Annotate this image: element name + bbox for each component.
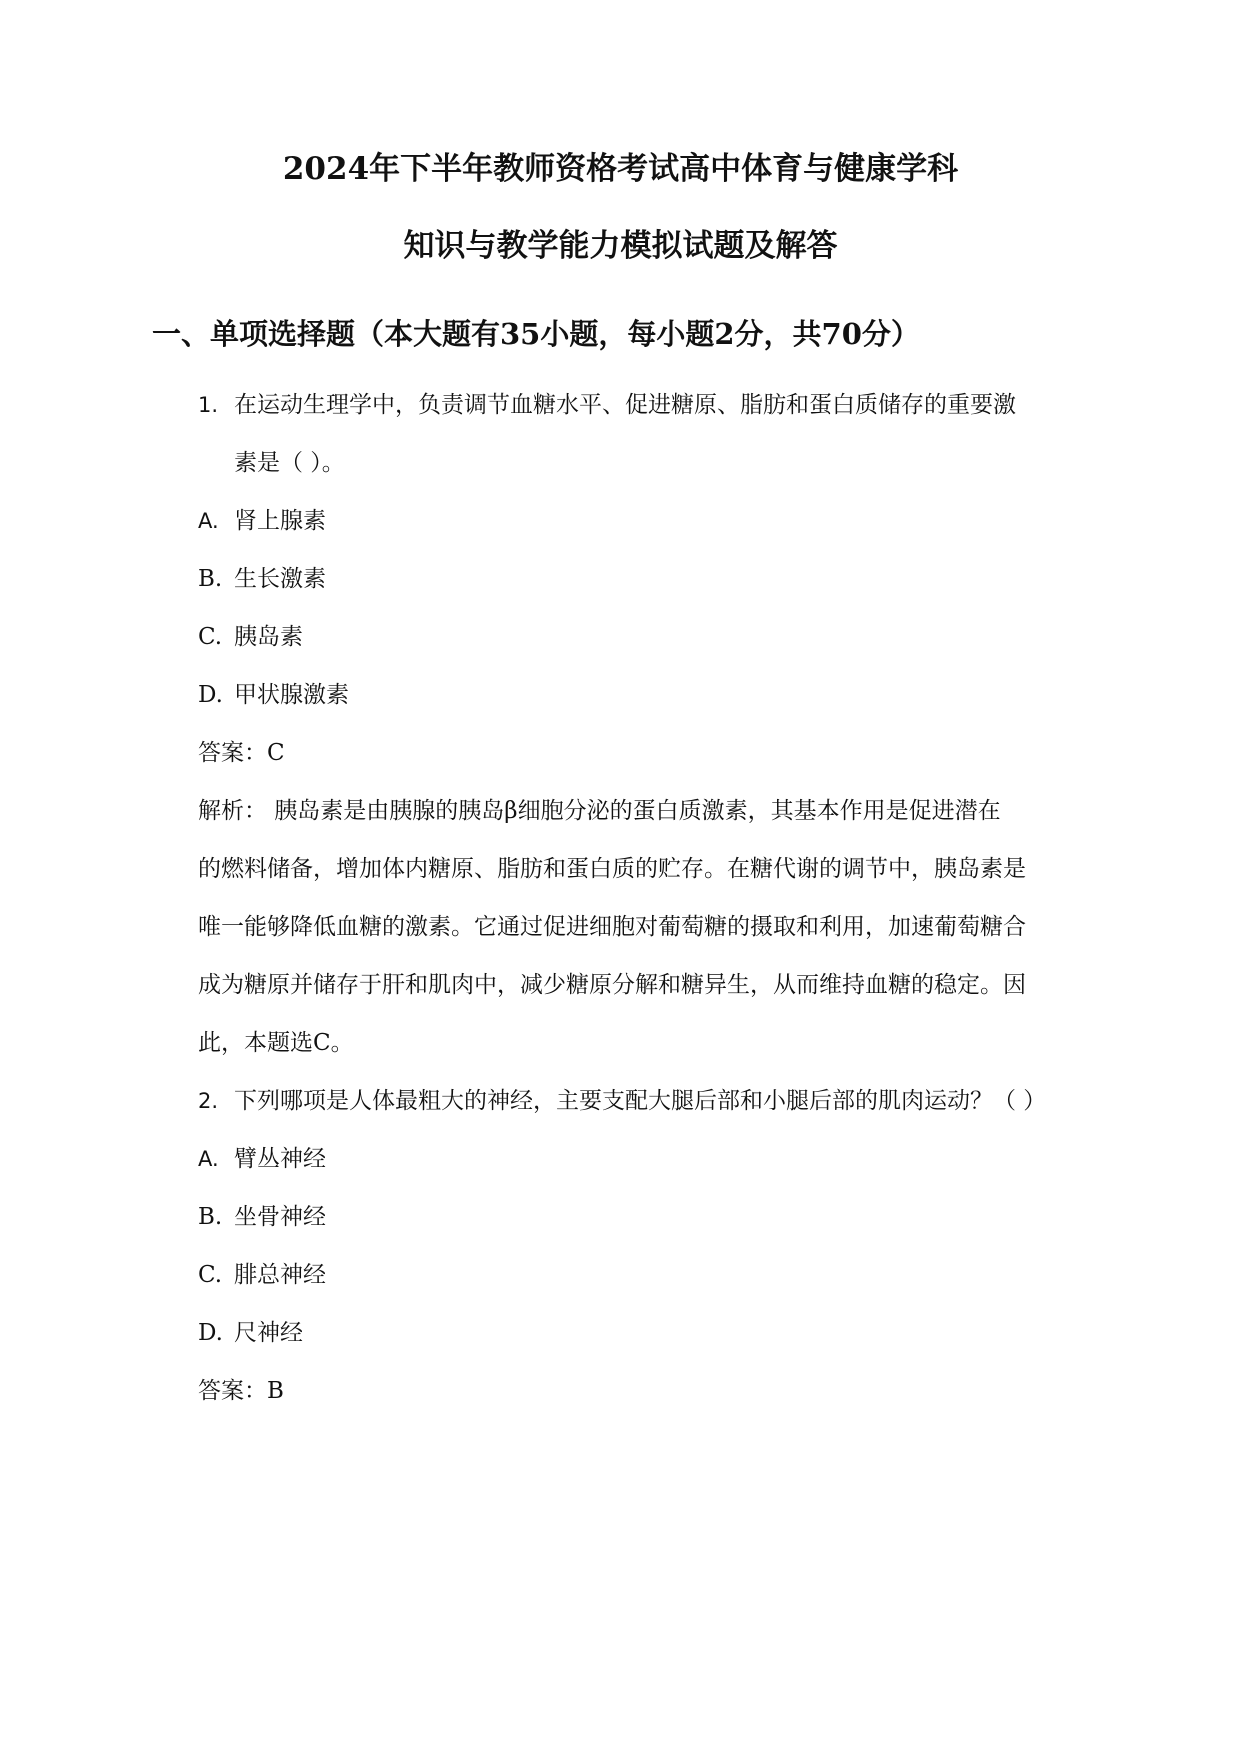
document-title-line-2: 知识与教学能力模拟试题及解答: [403, 228, 838, 264]
option-d: [198, 1322, 303, 1345]
question-number: 1.: [198, 393, 219, 417]
analysis-line: 成为糖原并储存于肝和肌肉中，减少糖原分解和糖异生，从而维持血糖的稳定。因: [198, 972, 1026, 998]
option-letter: D.: [198, 682, 223, 708]
option-letter: D.: [198, 1320, 223, 1346]
option-letter: B.: [198, 566, 223, 592]
question-2-stem: [198, 1090, 1046, 1113]
option-c: [198, 1264, 326, 1287]
option-text: 甲状腺激素: [234, 682, 349, 708]
document-title-line-1: 2024年下半年教师资格考试高中体育与健康学科: [282, 151, 959, 187]
option-text: 腓总神经: [234, 1262, 326, 1288]
option-letter: A.: [198, 1147, 219, 1171]
option-text: 肾上腺素: [234, 508, 326, 534]
question-1-stem: [198, 394, 1016, 417]
question-1-stem-continued: 素是（ ）。: [234, 450, 345, 476]
option-text: 生长激素: [234, 566, 326, 592]
analysis-line: 此，本题选C。: [198, 1030, 354, 1056]
question-number: 2.: [198, 1089, 219, 1113]
question-stem-text: 在运动生理学中，负责调节血糖水平、促进糖原、脂肪和蛋白质储存的重要激: [234, 392, 1016, 418]
option-a: [198, 1148, 326, 1171]
analysis-line: 的燃料储备，增加体内糖原、脂肪和蛋白质的贮存。在糖代谢的调节中，胰岛素是: [198, 856, 1026, 882]
section-heading: 一、单项选择题（本大题有35小题，每小题2分，共70分）: [152, 317, 920, 351]
option-text: 坐骨神经: [234, 1204, 326, 1230]
option-d: [198, 684, 349, 707]
option-letter: C.: [198, 624, 223, 650]
option-c: [198, 626, 303, 649]
option-letter: C.: [198, 1262, 223, 1288]
option-b: [198, 1206, 326, 1229]
analysis-line: 唯一能够降低血糖的激素。它通过促进细胞对葡萄糖的摄取和利用，加速葡萄糖合: [198, 914, 1026, 940]
option-letter: A.: [198, 509, 219, 533]
option-text: 尺神经: [234, 1320, 303, 1346]
question-stem-text: 下列哪项是人体最粗大的神经，主要支配大腿后部和小腿后部的肌肉运动？（ ）: [234, 1088, 1047, 1114]
option-text: 臂丛神经: [234, 1146, 326, 1172]
option-letter: B.: [198, 1204, 223, 1230]
option-a: [198, 510, 326, 533]
option-b: [198, 568, 326, 591]
answer-line: 答案：B: [198, 1378, 284, 1404]
answer-line: 答案：C: [198, 740, 285, 766]
analysis-line: 解析： 胰岛素是由胰腺的胰岛β细胞分泌的蛋白质激素，其基本作用是促进潜在: [198, 798, 1001, 824]
option-text: 胰岛素: [234, 624, 303, 650]
